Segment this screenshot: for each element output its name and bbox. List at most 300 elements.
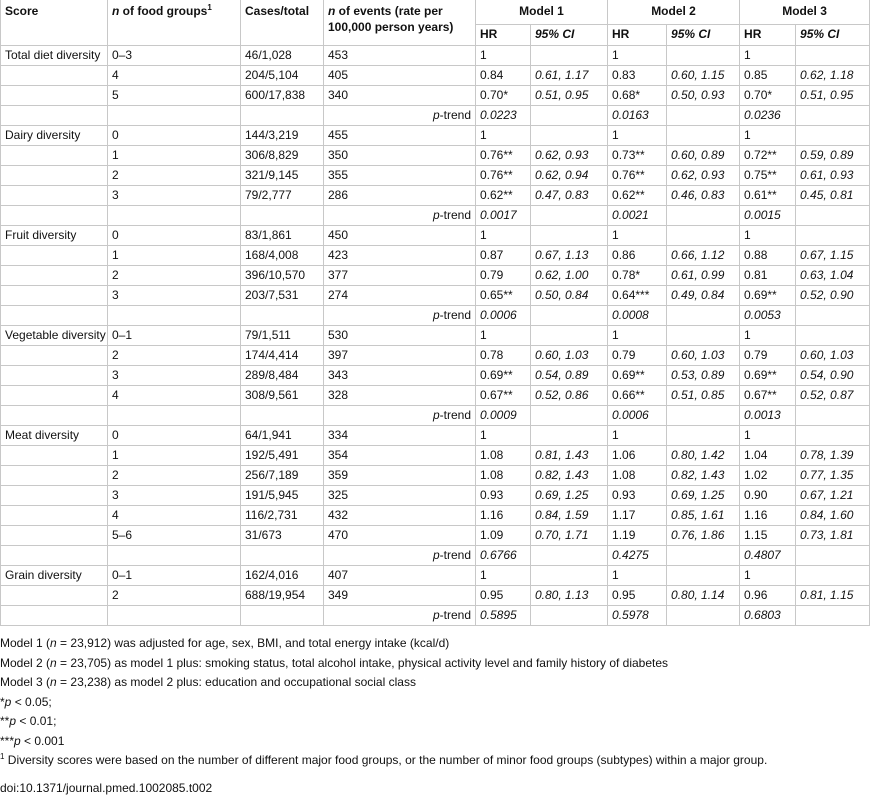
empty-cell [531, 606, 608, 626]
n-groups-cell: 1 [108, 246, 241, 266]
p-trend-row [1, 106, 870, 126]
events-cell: 350 [324, 146, 476, 166]
cases-total-cell: 46/1,028 [241, 46, 324, 66]
empty-cell [531, 546, 608, 566]
ci-model-1-cell: 0.47, 0.83 [531, 186, 608, 206]
hr-model-1-cell: 1 [476, 326, 531, 346]
table-row [1, 146, 870, 166]
ci-model-1-cell: 0.54, 0.89 [531, 366, 608, 386]
ci-model-2-cell: 0.61, 0.99 [667, 266, 740, 286]
table-row [1, 66, 870, 86]
p-trend-label: p-trend [324, 606, 476, 626]
n-groups-cell: 2 [108, 166, 241, 186]
note-significance-3: ***p < 0.001 [0, 733, 65, 748]
n-groups-cell: 1 [108, 446, 241, 466]
events-cell: 325 [324, 486, 476, 506]
ci-model-3-cell [796, 46, 870, 66]
ci-model-3-cell: 0.67, 1.21 [796, 486, 870, 506]
ci-model-1-cell: 0.67, 1.13 [531, 246, 608, 266]
ci-model-3-cell [796, 126, 870, 146]
hr-model-3-cell: 0.96 [740, 586, 796, 606]
ci-model-3-cell: 0.81, 1.15 [796, 586, 870, 606]
hr-model-1-cell: 1 [476, 226, 531, 246]
table-row [1, 186, 870, 206]
table-row [1, 466, 870, 486]
hr-model-2-cell: 0.76** [608, 166, 667, 186]
table-row [1, 86, 870, 106]
hr-model-3-cell: 0.90 [740, 486, 796, 506]
n-groups-cell: 0 [108, 426, 241, 446]
cases-total-cell: 64/1,941 [241, 426, 324, 446]
empty-cell [667, 546, 740, 566]
score-cell [1, 486, 108, 506]
n-groups-cell: 2 [108, 266, 241, 286]
ci-model-1-cell: 0.50, 0.84 [531, 286, 608, 306]
events-cell: 359 [324, 466, 476, 486]
events-cell: 355 [324, 166, 476, 186]
p-trend-label: p-trend [324, 546, 476, 566]
hr-model-2-cell: 1 [608, 566, 667, 586]
hr-model-3-cell: 1 [740, 126, 796, 146]
note-footnote-1: $^1$ Diversity scores were based on the number of different major food groups, or the number of minor food groups (subtypes) within a major group. [0, 752, 768, 767]
p-trend-model-3: 0.0236 [740, 106, 796, 126]
doi-line: doi:10.1371/journal.pmed.1002085.t002 [0, 781, 213, 795]
empty-cell [796, 546, 870, 566]
ci-model-3-cell: 0.73, 1.81 [796, 526, 870, 546]
events-cell: 354 [324, 446, 476, 466]
ci-model-1-cell: 0.84, 1.59 [531, 506, 608, 526]
cases-total-cell: 168/4,008 [241, 246, 324, 266]
empty-cell [108, 106, 241, 126]
hr-model-1-cell: 0.76** [476, 166, 531, 186]
p-trend-model-2: 0.4275 [608, 546, 667, 566]
ci-model-2-cell: 0.60, 1.15 [667, 66, 740, 86]
cases-total-cell: 144/3,219 [241, 126, 324, 146]
p-trend-model-3: 0.4807 [740, 546, 796, 566]
hr-model-1-cell: 0.69** [476, 366, 531, 386]
header-row-1 [1, 0, 870, 25]
cases-total-cell: 79/2,777 [241, 186, 324, 206]
ci-model-2-cell: 0.60, 0.89 [667, 146, 740, 166]
empty-cell [1, 106, 108, 126]
hr-model-2-cell: 1 [608, 46, 667, 66]
n-groups-cell: 3 [108, 366, 241, 386]
score-cell: Dairy diversity [1, 126, 108, 146]
ci-model-2-cell: 0.80, 1.42 [667, 446, 740, 466]
empty-cell [241, 606, 324, 626]
events-cell: 397 [324, 346, 476, 366]
hr-model-3-cell: 0.88 [740, 246, 796, 266]
col-header-n-groups: n of food groups$^1$ [108, 0, 241, 46]
hr-model-3-cell: 1.04 [740, 446, 796, 466]
ci-model-2-cell [667, 426, 740, 446]
col-header-ci-1: 95% CI [531, 25, 608, 46]
table-notes [0, 626, 870, 771]
note-model-2: Model 2 (n = 23,705) as model 1 plus: smoking status, total alcohol intake, physical activity level and family history of diabetes [0, 655, 669, 670]
ci-model-1-cell: 0.60, 1.03 [531, 346, 608, 366]
n-groups-cell: 3 [108, 486, 241, 506]
hr-model-2-cell: 0.73** [608, 146, 667, 166]
events-cell: 530 [324, 326, 476, 346]
empty-cell [241, 206, 324, 226]
n-groups-cell: 0–3 [108, 46, 241, 66]
ci-model-3-cell: 0.59, 0.89 [796, 146, 870, 166]
hr-model-2-cell: 1.19 [608, 526, 667, 546]
ci-model-2-cell [667, 46, 740, 66]
p-trend-model-3: 0.6803 [740, 606, 796, 626]
ci-model-1-cell [531, 326, 608, 346]
ci-model-3-cell [796, 426, 870, 446]
p-trend-model-1: 0.5895 [476, 606, 531, 626]
ci-model-2-cell: 0.50, 0.93 [667, 86, 740, 106]
table-row [1, 166, 870, 186]
col-header-model-1: Model 1 [476, 0, 608, 25]
p-trend-model-3: 0.0013 [740, 406, 796, 426]
hr-model-1-cell: 0.79 [476, 266, 531, 286]
events-cell: 423 [324, 246, 476, 266]
ci-model-3-cell [796, 566, 870, 586]
col-header-hr-3: HR [740, 25, 796, 46]
hr-model-2-cell: 1.17 [608, 506, 667, 526]
empty-cell [667, 106, 740, 126]
table-row [1, 526, 870, 546]
empty-cell [241, 106, 324, 126]
hr-model-2-cell: 0.69** [608, 366, 667, 386]
empty-cell [667, 406, 740, 426]
table-row [1, 46, 870, 66]
p-trend-row [1, 606, 870, 626]
note-model-3: Model 3 (n = 23,238) as model 2 plus: education and occupational social class [0, 675, 416, 689]
score-cell [1, 186, 108, 206]
cases-total-cell: 79/1,511 [241, 326, 324, 346]
empty-cell [108, 306, 241, 326]
n-groups-cell: 2 [108, 586, 241, 606]
hr-model-1-cell: 0.76** [476, 146, 531, 166]
n-groups-cell: 5–6 [108, 526, 241, 546]
empty-cell [667, 606, 740, 626]
hr-model-1-cell: 0.95 [476, 586, 531, 606]
p-trend-model-1: 0.0006 [476, 306, 531, 326]
ci-model-1-cell: 0.80, 1.13 [531, 586, 608, 606]
table-row [1, 486, 870, 506]
hr-model-2-cell: 1 [608, 326, 667, 346]
events-cell: 343 [324, 366, 476, 386]
col-header-model-2: Model 2 [608, 0, 740, 25]
score-cell [1, 66, 108, 86]
hr-model-1-cell: 0.87 [476, 246, 531, 266]
score-cell [1, 466, 108, 486]
empty-cell [108, 546, 241, 566]
cases-total-cell: 289/8,484 [241, 366, 324, 386]
events-cell: 340 [324, 86, 476, 106]
p-trend-model-2: 0.0163 [608, 106, 667, 126]
ci-model-3-cell [796, 226, 870, 246]
events-cell: 470 [324, 526, 476, 546]
hr-model-1-cell: 1.16 [476, 506, 531, 526]
hr-model-1-cell: 1 [476, 426, 531, 446]
cases-total-cell: 256/7,189 [241, 466, 324, 486]
cases-total-cell: 192/5,491 [241, 446, 324, 466]
cases-total-cell: 396/10,570 [241, 266, 324, 286]
empty-cell [108, 206, 241, 226]
ci-model-3-cell: 0.54, 0.90 [796, 366, 870, 386]
events-cell: 405 [324, 66, 476, 86]
table-body [1, 46, 870, 626]
ci-model-3-cell: 0.45, 0.81 [796, 186, 870, 206]
ci-model-2-cell [667, 566, 740, 586]
score-cell [1, 526, 108, 546]
ci-model-1-cell: 0.52, 0.86 [531, 386, 608, 406]
n-groups-cell: 0 [108, 126, 241, 146]
cases-total-cell: 116/2,731 [241, 506, 324, 526]
cases-total-cell: 600/17,838 [241, 86, 324, 106]
hr-model-1-cell: 1.09 [476, 526, 531, 546]
ci-model-2-cell: 0.66, 1.12 [667, 246, 740, 266]
ci-model-3-cell: 0.62, 1.18 [796, 66, 870, 86]
ci-model-3-cell: 0.63, 1.04 [796, 266, 870, 286]
hr-model-2-cell: 0.79 [608, 346, 667, 366]
hr-model-2-cell: 1.06 [608, 446, 667, 466]
hr-model-3-cell: 1 [740, 226, 796, 246]
ci-model-1-cell [531, 46, 608, 66]
ci-model-1-cell: 0.61, 1.17 [531, 66, 608, 86]
score-cell [1, 246, 108, 266]
cases-total-cell: 204/5,104 [241, 66, 324, 86]
hr-model-3-cell: 0.81 [740, 266, 796, 286]
cases-total-cell: 191/5,945 [241, 486, 324, 506]
empty-cell [796, 406, 870, 426]
table-row [1, 246, 870, 266]
events-cell: 377 [324, 266, 476, 286]
cases-total-cell: 203/7,531 [241, 286, 324, 306]
hr-model-3-cell: 1 [740, 46, 796, 66]
hr-model-2-cell: 0.86 [608, 246, 667, 266]
p-trend-label: p-trend [324, 106, 476, 126]
score-cell [1, 166, 108, 186]
ci-model-2-cell [667, 226, 740, 246]
score-cell [1, 266, 108, 286]
hr-model-2-cell: 1 [608, 226, 667, 246]
table-row [1, 566, 870, 586]
empty-cell [241, 546, 324, 566]
p-trend-model-2: 0.5978 [608, 606, 667, 626]
empty-cell [108, 406, 241, 426]
ci-model-3-cell: 0.67, 1.15 [796, 246, 870, 266]
p-trend-model-3: 0.0015 [740, 206, 796, 226]
ci-model-1-cell: 0.82, 1.43 [531, 466, 608, 486]
ci-model-1-cell [531, 566, 608, 586]
empty-cell [108, 606, 241, 626]
empty-cell [241, 306, 324, 326]
score-cell: Total diet diversity [1, 46, 108, 66]
n-groups-cell: 3 [108, 186, 241, 206]
score-cell [1, 506, 108, 526]
cases-total-cell: 321/9,145 [241, 166, 324, 186]
hr-model-2-cell: 1 [608, 126, 667, 146]
hr-model-3-cell: 1.15 [740, 526, 796, 546]
empty-cell [667, 306, 740, 326]
hr-model-2-cell: 0.93 [608, 486, 667, 506]
events-cell: 349 [324, 586, 476, 606]
events-cell: 328 [324, 386, 476, 406]
hr-model-2-cell: 0.62** [608, 186, 667, 206]
hr-model-3-cell: 0.67** [740, 386, 796, 406]
hr-model-1-cell: 1 [476, 46, 531, 66]
hr-model-2-cell: 0.66** [608, 386, 667, 406]
p-trend-model-1: 0.0009 [476, 406, 531, 426]
score-cell: Meat diversity [1, 426, 108, 446]
col-header-model-3: Model 3 [740, 0, 870, 25]
empty-cell [796, 106, 870, 126]
ci-model-1-cell: 0.62, 0.93 [531, 146, 608, 166]
hr-model-1-cell: 0.78 [476, 346, 531, 366]
ci-model-3-cell: 0.60, 1.03 [796, 346, 870, 366]
table-row [1, 326, 870, 346]
score-cell [1, 446, 108, 466]
empty-cell [796, 306, 870, 326]
cases-total-cell: 83/1,861 [241, 226, 324, 246]
ci-model-2-cell: 0.85, 1.61 [667, 506, 740, 526]
note-significance-2: **p < 0.01; [0, 714, 57, 728]
events-cell: 334 [324, 426, 476, 446]
hr-model-2-cell: 1 [608, 426, 667, 446]
cases-total-cell: 306/8,829 [241, 146, 324, 166]
col-header-ci-2: 95% CI [667, 25, 740, 46]
score-cell [1, 386, 108, 406]
cases-total-cell: 31/673 [241, 526, 324, 546]
ci-model-1-cell: 0.81, 1.43 [531, 446, 608, 466]
empty-cell [796, 206, 870, 226]
ci-model-2-cell: 0.46, 0.83 [667, 186, 740, 206]
p-trend-model-3: 0.0053 [740, 306, 796, 326]
p-trend-model-1: 0.0223 [476, 106, 531, 126]
hr-model-1-cell: 0.93 [476, 486, 531, 506]
empty-cell [796, 606, 870, 626]
hr-model-3-cell: 0.69** [740, 366, 796, 386]
hr-model-3-cell: 1 [740, 426, 796, 446]
ci-model-2-cell: 0.60, 1.03 [667, 346, 740, 366]
ci-model-1-cell: 0.69, 1.25 [531, 486, 608, 506]
score-cell [1, 146, 108, 166]
empty-cell [1, 406, 108, 426]
note-model-1: Model 1 (n = 23,912) was adjusted for age, sex, BMI, and total energy intake (kcal/d) [0, 636, 450, 650]
ci-model-1-cell: 0.51, 0.95 [531, 86, 608, 106]
ci-model-1-cell [531, 126, 608, 146]
hr-model-1-cell: 1 [476, 566, 531, 586]
n-groups-cell: 4 [108, 386, 241, 406]
p-trend-row [1, 406, 870, 426]
ci-model-3-cell [796, 326, 870, 346]
empty-cell [1, 206, 108, 226]
cases-total-cell: 308/9,561 [241, 386, 324, 406]
events-cell: 407 [324, 566, 476, 586]
col-header-hr-2: HR [608, 25, 667, 46]
ci-model-2-cell: 0.82, 1.43 [667, 466, 740, 486]
empty-cell [1, 546, 108, 566]
col-header-cases-total: Cases/total [241, 0, 324, 46]
hr-model-2-cell: 0.95 [608, 586, 667, 606]
ci-model-2-cell: 0.76, 1.86 [667, 526, 740, 546]
table-row [1, 226, 870, 246]
ci-model-1-cell [531, 426, 608, 446]
col-header-hr-1: HR [476, 25, 531, 46]
empty-cell [531, 306, 608, 326]
empty-cell [531, 406, 608, 426]
events-cell: 450 [324, 226, 476, 246]
n-groups-cell: 4 [108, 66, 241, 86]
hr-model-2-cell: 0.64*** [608, 286, 667, 306]
hr-model-3-cell: 0.69** [740, 286, 796, 306]
n-groups-cell: 2 [108, 346, 241, 366]
ci-model-1-cell: 0.70, 1.71 [531, 526, 608, 546]
p-trend-model-1: 0.0017 [476, 206, 531, 226]
hr-model-2-cell: 0.68* [608, 86, 667, 106]
hr-model-3-cell: 0.72** [740, 146, 796, 166]
score-cell [1, 366, 108, 386]
hr-model-2-cell: 0.78* [608, 266, 667, 286]
ci-model-3-cell: 0.78, 1.39 [796, 446, 870, 466]
ci-model-2-cell: 0.62, 0.93 [667, 166, 740, 186]
col-header-score: Score [1, 0, 108, 46]
table-row [1, 346, 870, 366]
table-row [1, 446, 870, 466]
ci-model-3-cell: 0.77, 1.35 [796, 466, 870, 486]
events-cell: 274 [324, 286, 476, 306]
score-cell [1, 86, 108, 106]
hr-model-2-cell: 1.08 [608, 466, 667, 486]
hr-model-3-cell: 0.70* [740, 86, 796, 106]
events-cell: 455 [324, 126, 476, 146]
p-trend-model-1: 0.6766 [476, 546, 531, 566]
note-significance-1: *p < 0.05; [0, 694, 52, 709]
hr-model-3-cell: 1 [740, 326, 796, 346]
ci-model-3-cell: 0.52, 0.90 [796, 286, 870, 306]
p-trend-row [1, 306, 870, 326]
p-trend-model-2: 0.0008 [608, 306, 667, 326]
p-trend-model-2: 0.0021 [608, 206, 667, 226]
empty-cell [1, 606, 108, 626]
ci-model-2-cell: 0.51, 0.85 [667, 386, 740, 406]
n-groups-cell: 3 [108, 286, 241, 306]
ci-model-2-cell: 0.69, 1.25 [667, 486, 740, 506]
table-row [1, 366, 870, 386]
score-cell: Fruit diversity [1, 226, 108, 246]
table-row [1, 126, 870, 146]
table-row [1, 586, 870, 606]
p-trend-label: p-trend [324, 406, 476, 426]
p-trend-label: p-trend [324, 306, 476, 326]
score-cell [1, 586, 108, 606]
hr-model-1-cell: 1 [476, 126, 531, 146]
empty-cell [241, 406, 324, 426]
ci-model-3-cell: 0.61, 0.93 [796, 166, 870, 186]
col-header-events: n of events (rate per 100,000 person years) [324, 0, 476, 46]
hr-model-1-cell: 0.62** [476, 186, 531, 206]
hr-model-3-cell: 1.02 [740, 466, 796, 486]
hr-model-2-cell: 0.83 [608, 66, 667, 86]
hr-model-1-cell: 1.08 [476, 446, 531, 466]
n-groups-cell: 0 [108, 226, 241, 246]
hr-model-3-cell: 0.61** [740, 186, 796, 206]
score-cell [1, 286, 108, 306]
hr-model-1-cell: 0.70* [476, 86, 531, 106]
p-trend-model-2: 0.0006 [608, 406, 667, 426]
hr-model-1-cell: 1.08 [476, 466, 531, 486]
ci-model-1-cell: 0.62, 1.00 [531, 266, 608, 286]
empty-cell [1, 306, 108, 326]
ci-model-2-cell [667, 326, 740, 346]
n-groups-cell: 5 [108, 86, 241, 106]
